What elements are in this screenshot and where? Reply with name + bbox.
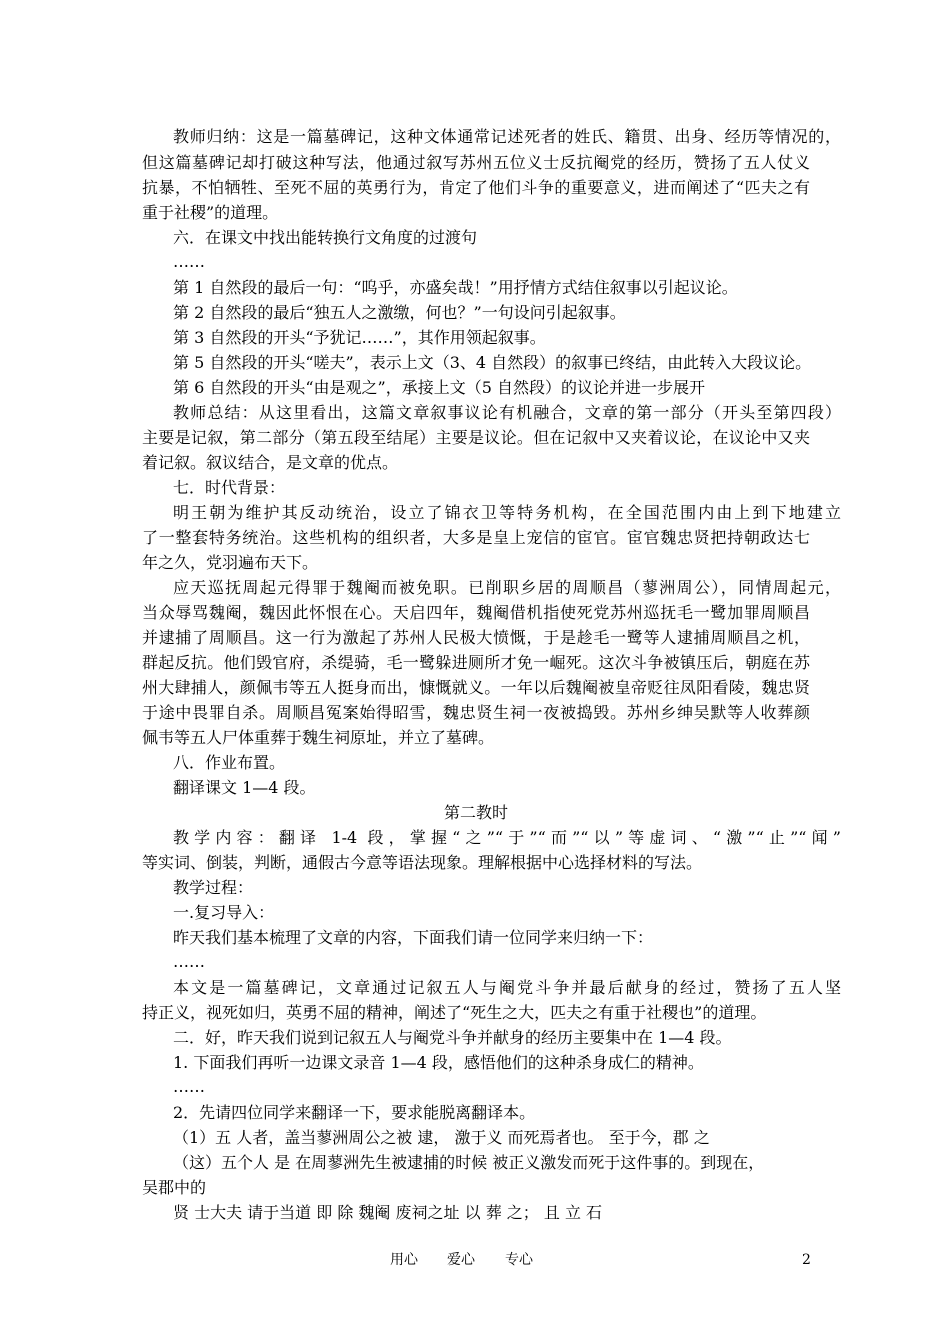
paragraph-line: 应天巡抚周起元得罪于魏阉而被免职。已削职乡居的周顺昌（蓼洲周公），同情周起元， bbox=[173, 578, 841, 597]
section-heading: 教学过程： bbox=[173, 878, 254, 897]
section-heading: 一.复习导入： bbox=[173, 903, 275, 922]
paragraph-line: 翻译课文 1—4 段。 bbox=[173, 778, 316, 797]
paragraph-line: 佩韦等五人尸体重葬于魏生祠原址，并立了墓碑。 bbox=[142, 728, 495, 747]
paragraph-line: 年之久，党羽遍布天下。 bbox=[142, 553, 319, 572]
translation-line: 吴郡中的 bbox=[142, 1178, 207, 1197]
translation-line: （这）五个人 是 在周蓼洲先生被逮捕的时候 被正义激发而死于这件事的。到现在， bbox=[173, 1153, 765, 1172]
section-heading: 六．在课文中找出能转换行文角度的过渡句 bbox=[173, 228, 478, 247]
section-heading: 八．作业布置。 bbox=[173, 753, 286, 772]
paragraph-line: 第 6 自然段的开头“由是观之”，承接上文（5 自然段）的议论并进一步展开 bbox=[173, 378, 705, 397]
paragraph-line: 着记叙。叙议结合，是文章的优点。 bbox=[142, 453, 399, 472]
paragraph-line: 明王朝为维护其反动统治，设立了锦衣卫等特务机构，在全国范围内由上到下地建立 bbox=[173, 503, 841, 522]
footer-text: 用心 bbox=[390, 1252, 418, 1268]
paragraph-line: 但这篇墓碑记却打破这种写法，他通过叙写苏州五位义士反抗阉党的经历，赞扬了五人仗义 bbox=[142, 153, 810, 172]
ellipsis: …… bbox=[173, 1077, 205, 1096]
paragraph-line: 1. 下面我们再听一边课文录音 1—4 段，感悟他们的这种杀身成仁的精神。 bbox=[173, 1053, 704, 1072]
paragraph-line: 2．先请四位同学来翻译一下，要求能脱离翻译本。 bbox=[173, 1103, 536, 1122]
paragraph-line: 了一整套特务统治。这些机构的组织者，大多是皇上宠信的宦官。宦官魏忠贤把持朝政达七 bbox=[142, 528, 810, 547]
paragraph-line: 等实词、倒装，判断，通假古今意等语法现象。理解根据中心选择材料的写法。 bbox=[142, 853, 703, 872]
paragraph-line: 于途中畏罪自杀。周顺昌冤案始得昭雪，魏忠贤生祠一夜被捣毁。苏州乡绅吴默等人收葬颜 bbox=[142, 703, 810, 722]
ellipsis: …… bbox=[173, 952, 205, 971]
ellipsis: …… bbox=[173, 252, 205, 271]
translation-line: 贤 士大夫 请于当道 即 除 魏阉 废祠之址 以 葬 之； 且 立 石 bbox=[173, 1203, 603, 1222]
paragraph-line: 重于社稷”的道理。 bbox=[142, 203, 279, 222]
paragraph-line: 第 5 自然段的开头“嗟夫”，表示上文（3、4 自然段）的叙事已终结，由此转入大段议论。 bbox=[173, 353, 812, 372]
paragraph-line: 教师总结：从这里看出，这篇文章叙事议论有机融合，文章的第一部分（开头至第四段） bbox=[173, 403, 841, 422]
lesson-title: 第二教时 bbox=[443, 803, 508, 822]
paragraph-line: 本文是一篇墓碑记，文章通过记叙五人与阉党斗争并最后献身的经过，赞扬了五人坚 bbox=[173, 978, 841, 997]
paragraph-line: 当众辱骂魏阉，魏因此怀恨在心。天启四年，魏阉借机指使死党苏州巡抚毛一鹭加罪周顺昌 bbox=[142, 603, 810, 622]
paragraph-line: 昨天我们基本梳理了文章的内容，下面我们请一位同学来归纳一下： bbox=[173, 928, 654, 947]
footer-text: 专心 bbox=[505, 1252, 533, 1268]
paragraph-line: 并逮捕了周顺昌。这一行为激起了苏州人民极大愤慨，于是趁毛一鹭等人逮捕周顺昌之机， bbox=[142, 628, 810, 647]
paragraph-line: 抗暴，不怕牺牲、至死不屈的英勇行为，肯定了他们斗争的重要意义，进而阐述了“匹夫之有 bbox=[142, 178, 810, 197]
paragraph-line: 第 3 自然段的开头“予犹记……”，其作用领起叙事。 bbox=[173, 328, 546, 347]
paragraph-line: 第 2 自然段的最后“独五人之激缴，何也？”一句设问引起叙事。 bbox=[173, 303, 626, 322]
paragraph-line: 州大肆捕人，颜佩韦等五人挺身而出，慷慨就义。一年以后魏阉被皇帝贬往凤阳看陵，魏忠贤 bbox=[142, 678, 810, 697]
paragraph-line: 群起反抗。他们毁官府，杀缇骑，毛一鹭躲进厕所才免一崛死。这次斗争被镇压后，朝庭在苏 bbox=[142, 653, 810, 672]
section-heading: 七．时代背景： bbox=[173, 478, 286, 497]
paragraph-line: 第 1 自然段的最后一句：“呜乎，亦盛矣哉！”用抒情方式结住叙事以引起议论。 bbox=[173, 278, 738, 297]
paragraph-line: 教师归纳：这是一篇墓碑记，这种文体通常记述死者的姓氏、籍贯、出身、经历等情况的， bbox=[173, 127, 841, 146]
paragraph-line: 教学内容：翻译 1-4 段，掌握“之”“于”“而”“以”等虚词、“激”“止”“闻” bbox=[173, 828, 841, 847]
footer-text: 爱心 bbox=[447, 1252, 475, 1268]
paragraph-line: 主要是记叙，第二部分（第五段至结尾）主要是议论。但在记叙中又夹着议论，在议论中又夹 bbox=[142, 428, 810, 447]
translation-line: （1）五 人者，盖当蓼洲周公之被 逮， 激于义 而死焉者也。 至于今，郡 之 bbox=[173, 1128, 710, 1147]
section-heading: 二．好，昨天我们说到记叙五人与阉党斗争并献身的经历主要集中在 1—4 段。 bbox=[173, 1028, 732, 1047]
page-number: 2 bbox=[802, 1252, 811, 1268]
paragraph-line: 持正义，视死如归，英勇不屈的精神，阐述了“死生之大，匹夫之有重于社稷也”的道理。 bbox=[142, 1003, 767, 1022]
